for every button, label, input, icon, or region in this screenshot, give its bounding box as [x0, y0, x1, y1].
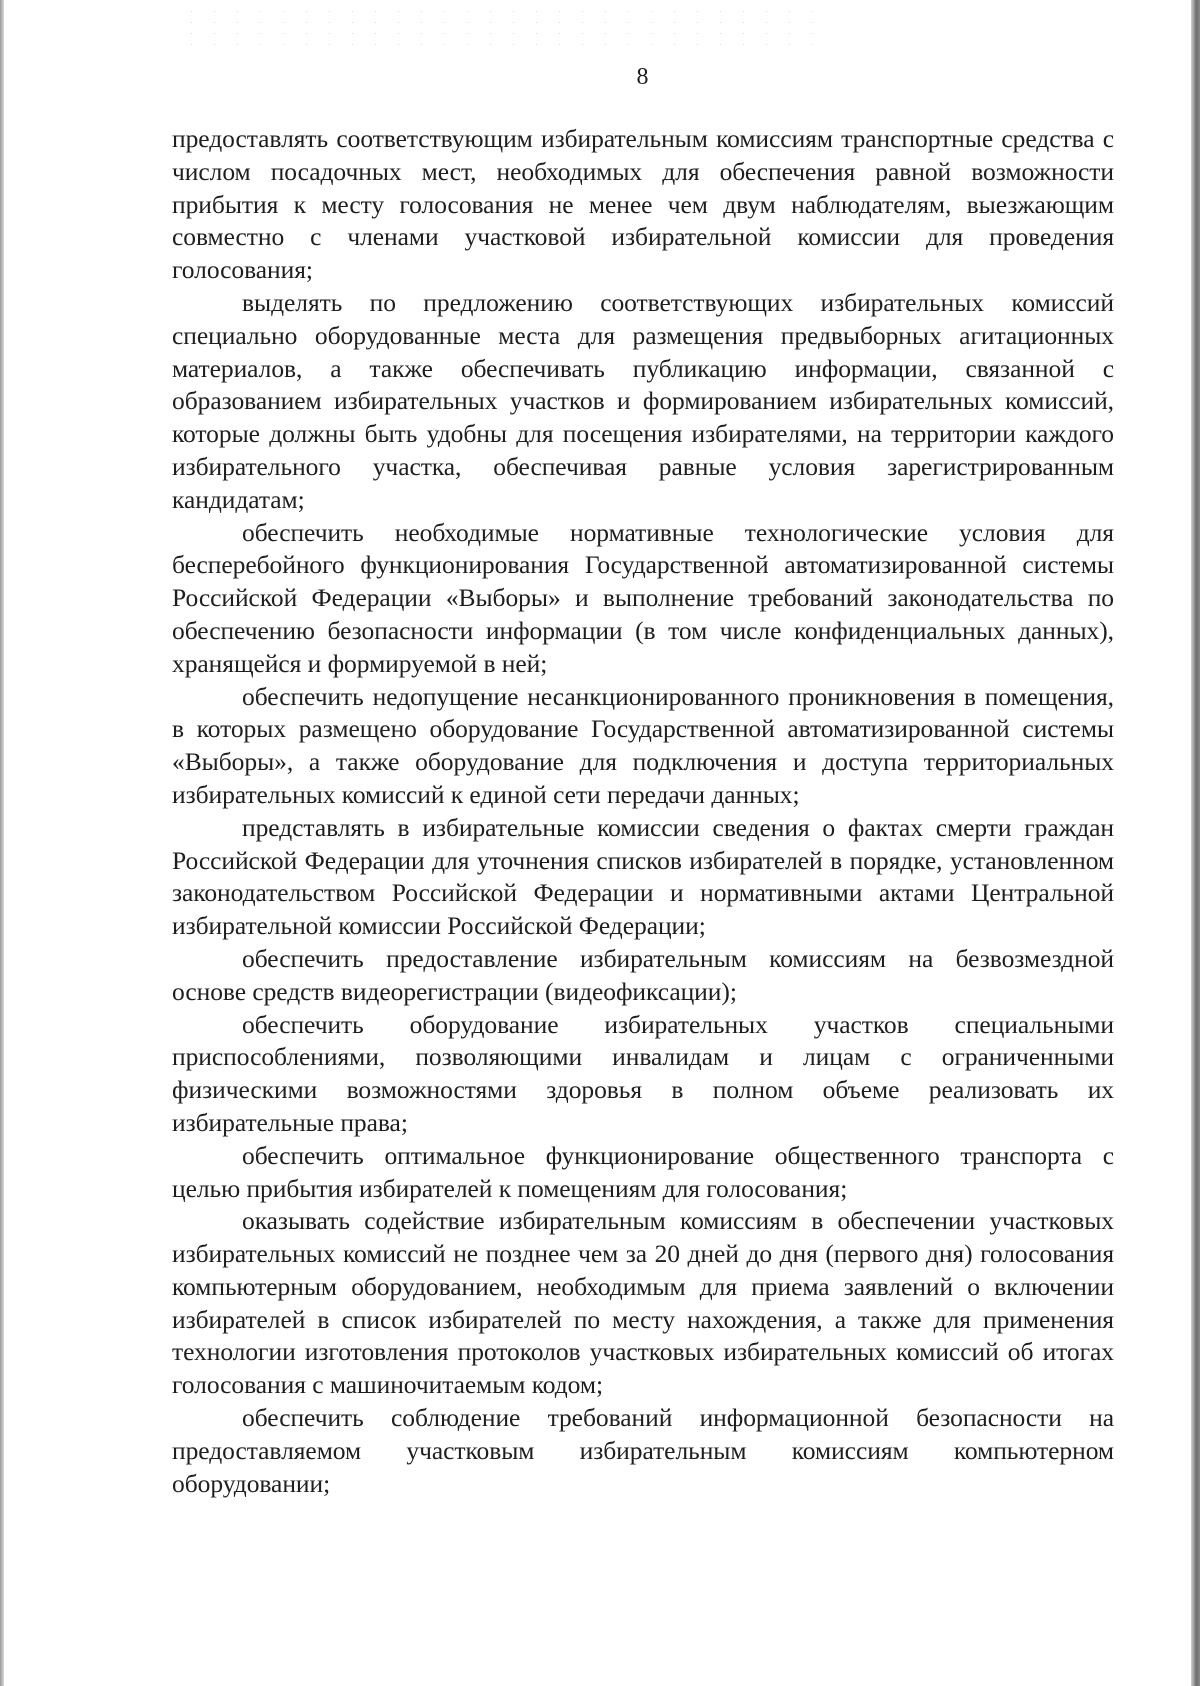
- page-number: 8: [636, 64, 649, 90]
- paragraph-video-recording: обеспечить предоставление избирательным комиссиям на безвозмездной основе средств видеорегистрации (видеофиксации);: [172, 943, 1114, 1006]
- paragraph-unauthorized-access: обеспечить недопущение несанкционированного проникновения в помещения, в которых размещено оборудование Государственной автоматизированной системы «Выборы», а также оборудование для подключения и доступа территориальных избирательных комиссий к единой сети передачи данных;: [172, 681, 1114, 809]
- scan-noise: [180, 6, 820, 46]
- paragraph-gas-vybory-conditions: обеспечить необходимые нормативные технологические условия для бесперебойного функционирования Государственной автоматизированной системы Российской Федерации «Выборы» и выполнение требований законодательства по обеспечению безопасности информации (в том числе конфиденциальных данных), хранящейся и формируемой в ней;: [172, 517, 1114, 678]
- paragraph-transport: предоставлять соответствующим избирательным комиссиям транспортные средства с числом посадочных мест, необходимых для обеспечения равной возможности прибытия к месту голосования не менее чем двум наблюдателям, выезжающим совместно с членами участковой избирательной комиссии для проведения голосования;: [172, 124, 1114, 285]
- paragraph-accessibility: обеспечить оборудование избирательных участков специальными приспособлениями, позволяющими инвалидам и лицам с ограниченными физическими возможностями здоровья в полном объеме реализовать их избирательные права;: [172, 1009, 1114, 1137]
- document-body: [172, 123, 1114, 1500]
- paragraph-campaign-materials: выделять по предложению соответствующих избирательных комиссий специально оборудованные места для размещения предвыборных агитационных материалов, а также обеспечивать публикацию информации, связанной с образованием избирательных участков и формированием избирательных комиссий, которые должны быть удобны для посещения избирателями, на территории каждого избирательного участка, обеспечивая равные условия зарегистрированным кандидатам;: [172, 287, 1114, 514]
- paragraph-computer-equipment: оказывать содействие избирательным комиссиям в обеспечении участковых избирательных комиссий не позднее чем за 20 дней до дня (первого дня) голосования компьютерным оборудованием, необходимым для приема заявлений о включении избирателей в список избирателей по месту нахождения, а также для применения технологии изготовления протоколов участковых избирательных комиссий об итогах голосования с машиночитаемым кодом;: [172, 1206, 1114, 1400]
- paragraph-information-security: обеспечить соблюдение требований информационной безопасности на предоставляемом участковым избирательным комиссиям компьютерном оборудовании;: [172, 1403, 1114, 1498]
- paragraph-death-records: представлять в избирательные комиссии сведения о фактах смерти граждан Российской Федерации для уточнения списков избирателей в порядке, установленном законодательством Российской Федерации и нормативными актами Центральной избирательной комиссии Российской Федерации;: [172, 812, 1114, 941]
- paragraph-public-transport: обеспечить оптимальное функционирование общественного транспорта с целью прибытия избирателей к помещениям для голосования;: [172, 1140, 1114, 1203]
- scan-edge-right: [1191, 0, 1200, 1686]
- scan-edge-left: [0, 0, 4, 1686]
